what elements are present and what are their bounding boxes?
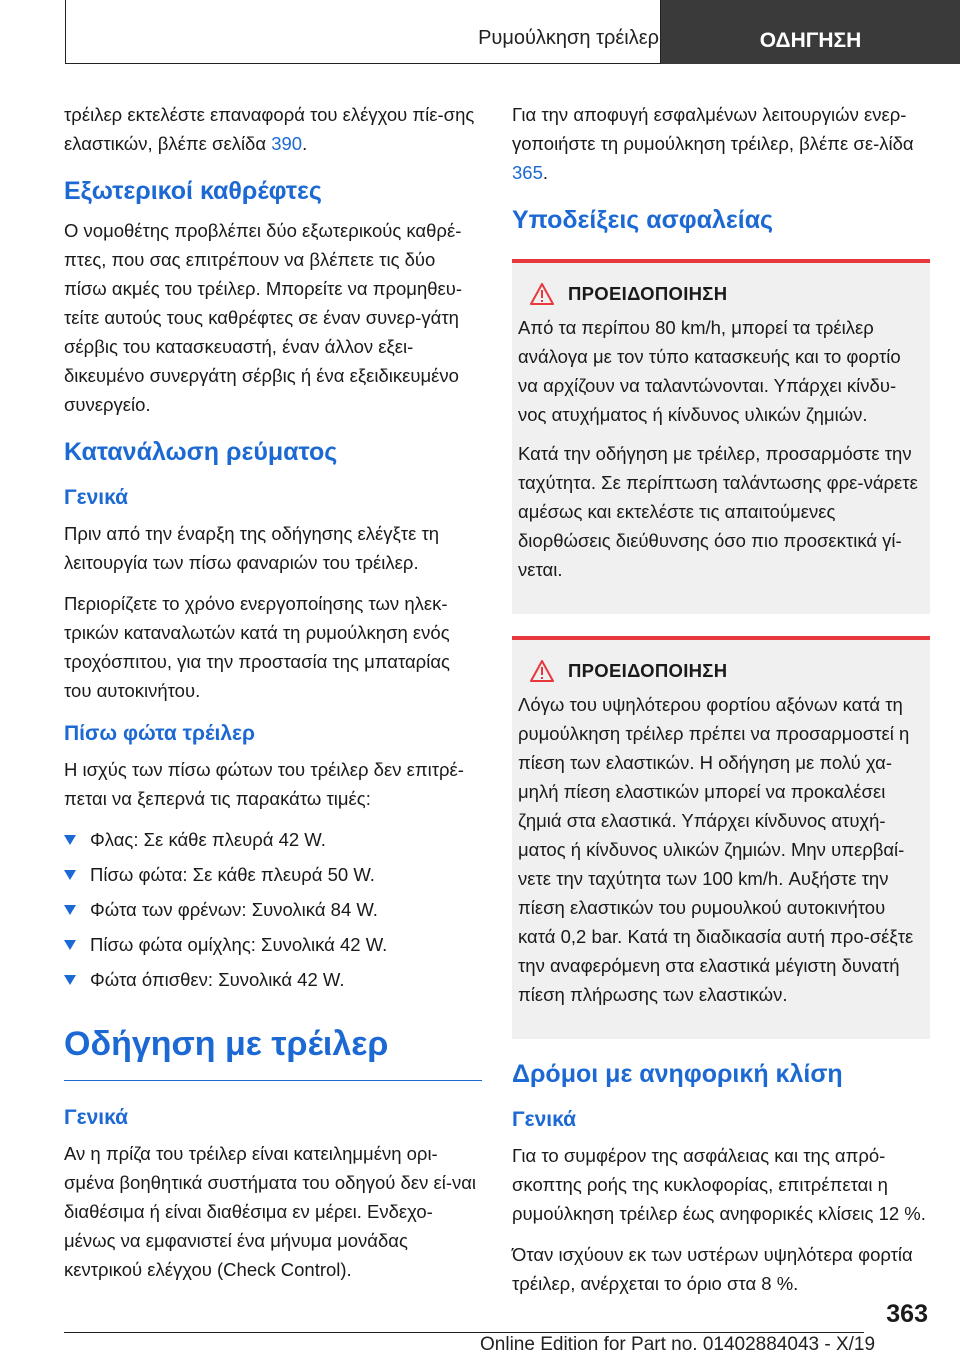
warning-box-2 bbox=[512, 636, 930, 1039]
list-item-text: Φώτα των φρένων: Συνολικά 84 W. bbox=[90, 899, 378, 920]
list-item-text: Φώτα όπισθεν: Συνολικά 42 W. bbox=[90, 969, 345, 990]
header-section-title: Ρυμούλκηση τρέιλερ bbox=[478, 27, 659, 49]
subheading-general-2: Γενικά bbox=[64, 1106, 129, 1129]
warning-title: ΠΡΟΕΙΔΟΠΟΙΗΣΗ bbox=[568, 660, 728, 681]
warning-box-1 bbox=[512, 259, 930, 614]
list-item bbox=[64, 895, 482, 924]
triangle-bullet-icon bbox=[64, 905, 76, 915]
continued-text: τρέιλερ εκτελέστε επαναφορά του ελέγχου πίε-σης ελαστικών, βλέπε σελίδα bbox=[64, 104, 475, 154]
heading-safety-notes: Υποδείξεις ασφαλείας bbox=[512, 206, 774, 234]
header-chapter-tab: ΟΔΗΓΗΣΗ bbox=[661, 0, 960, 64]
heading-exterior-mirrors: Εξωτερικοί καθρέφτες bbox=[64, 177, 322, 205]
right-column bbox=[512, 100, 930, 1310]
triangle-bullet-icon bbox=[64, 870, 76, 880]
triangle-bullet-icon bbox=[64, 940, 76, 950]
heading-uphill-roads: Δρόμοι με ανηφορική κλίση bbox=[512, 1060, 843, 1088]
driving-paragraph: Αν η πρίζα του τρέιλερ είναι κατειλημμένη ορι-σμένα βοηθητικά συστήματα του οδηγού δεν εί-ναι διαθέσιμα ή είναι διαθέσιμα εν μέρει. Ενδεχο-μένως να εμφανιστεί ένα μήνυμα μονάδας κεντρικού ελέγχου (Check Control). bbox=[64, 1143, 477, 1280]
slopes-paragraph-2: Όταν ισχύουν εκ των υστέρων υψηλότερα φορτία τρέιλερ, ανέρχεται το όριο στα 8 %. bbox=[512, 1244, 913, 1294]
list-item-text: Πίσω φώτα ομίχλης: Συνολικά 42 W. bbox=[90, 934, 388, 955]
subheading-general: Γενικά bbox=[64, 486, 129, 509]
triangle-bullet-icon bbox=[64, 835, 76, 845]
subheading-trailer-rear-lights: Πίσω φώτα τρέιλερ bbox=[64, 722, 255, 745]
list-item bbox=[64, 860, 482, 889]
slopes-paragraph-1: Για το συμφέρον της ασφάλειας και της απρό-σκοπτης ροής της κυκλοφορίας, επιτρέπεται η ρυμούλκηση τρέιλερ έως ανηφορικές κλίσεις 12 %. bbox=[512, 1145, 926, 1224]
left-column bbox=[64, 100, 482, 1296]
list-item bbox=[64, 930, 482, 959]
general-paragraph-1: Πριν από την έναρξη της οδήγησης ελέγξτε τη λειτουργία των πίσω φαναριών του τρέιλερ. bbox=[64, 523, 440, 573]
mirrors-paragraph: Ο νομοθέτης προβλέπει δύο εξωτερικούς καθρέ-πτες, που σας επιτρέπουν να βλέπετε τις δύο πίσω ακμές του τρέιλερ. Μπορείτε να προμηθευ-τείτε αυτούς τους καθρέφτες σε έναν συνερ-γάτη σέρβις του κατασκευαστή, έναν άλλον εξει-δικευμένο συνεργάτη σέρβις ή ένα εξειδικευμένο συνεργείο. bbox=[64, 220, 463, 415]
warning-triangle-icon bbox=[530, 660, 554, 682]
edition-footer: Online Edition for Part no. 01402884043 - X/19 bbox=[480, 1334, 876, 1355]
subheading-general-3: Γενικά bbox=[512, 1108, 577, 1131]
list-item-text: Πίσω φώτα: Σε κάθε πλευρά 50 W. bbox=[90, 864, 375, 885]
triangle-bullet-icon bbox=[64, 975, 76, 985]
list-item bbox=[64, 965, 482, 994]
warning-triangle-icon bbox=[530, 283, 554, 305]
list-item bbox=[64, 825, 482, 854]
warning-paragraph-1: Από τα περίπου 80 km/h, μπορεί τα τρέιλερ ανάλογα με τον τύπο κατασκευής και το φορτίο να αρχίζουν να ταλαντώνονται. Υπάρχει κίνδυ-νος ατυχήματος ή κίνδυνος υλικών ζημιών. bbox=[518, 317, 901, 425]
list-item-text: Φλας: Σε κάθε πλευρά 42 W. bbox=[90, 829, 326, 850]
general-paragraph-2: Περιορίζετε το χρόνο ενεργοποίησης των ηλεκ-τρικών καταναλωτών κατά τη ρυμούλκηση ενός τροχόσπιτου, για την προστασία της μπαταρίας του αυτοκινήτου. bbox=[64, 593, 450, 701]
warning-title: ΠΡΟΕΙΔΟΠΟΙΗΣΗ bbox=[568, 283, 728, 304]
warning-header bbox=[518, 283, 922, 305]
continued-text-end: . bbox=[302, 133, 308, 154]
footer-divider bbox=[64, 1332, 864, 1333]
heading-driving-with-trailer: Οδήγηση με τρέιλερ bbox=[64, 1020, 482, 1081]
intro-paragraph bbox=[512, 100, 930, 187]
intro-text-end: . bbox=[542, 162, 549, 183]
continued-paragraph bbox=[64, 100, 482, 158]
heading-power-consumption: Κατανάλωση ρεύματος bbox=[64, 438, 338, 466]
rear-lights-paragraph: Η ισχύς των πίσω φώτων του τρέιλερ δεν επιτρέ-πεται να ξεπερνά τις παρακάτω τιμές: bbox=[64, 759, 464, 809]
page-number: 363 bbox=[886, 1300, 928, 1328]
lights-wattage-list bbox=[64, 825, 482, 994]
intro-text: Για την αποφυγή εσφαλμένων λειτουργιών ενερ-γοποιήστε τη ρυμούλκηση τρέιλερ, βλέπε σε-λίδα bbox=[512, 104, 914, 154]
warning-header bbox=[518, 660, 922, 682]
page-link-390[interactable]: 390 bbox=[271, 133, 303, 154]
warning-paragraph-3: Λόγω του υψηλότερου φορτίου αξόνων κατά τη ρυμούλκηση τρέιλερ πρέπει να προσαρμοστεί η πίεση των ελαστικών. Η οδήγηση με πολύ χα-μηλή πίεση ελαστικών μπορεί να προκαλέσει ζημιά στα ελαστικά. Υπάρχει κίνδυνος ατυχή-ματος ή κίνδυνος υλικών ζημιών. Μην υπερβαί-νετε την ταχύτητα των 100 km/h. Αυξήστε την πίεση ελαστικών του ρυμουλκού αυτοκινήτου κατά 0,2 bar. Κατά τη διαδικασία αυτή προ-σέξτε την αναφερόμενη στα ελαστικά μέγιστη δυνατή πίεση πλήρωσης των ελαστικών. bbox=[518, 694, 914, 1005]
page-link-365[interactable]: 365 bbox=[512, 162, 543, 183]
warning-paragraph-2: Κατά την οδήγηση με τρέιλερ, προσαρμόστε την ταχύτητα. Σε περίπτωση ταλάντωσης φρε-νάρετε αμέσως και εκτελέστε τις απαιτούμενες διορθώσεις διεύθυνσης όσο πιο προσεκτικά γί-νεται. bbox=[518, 443, 918, 580]
